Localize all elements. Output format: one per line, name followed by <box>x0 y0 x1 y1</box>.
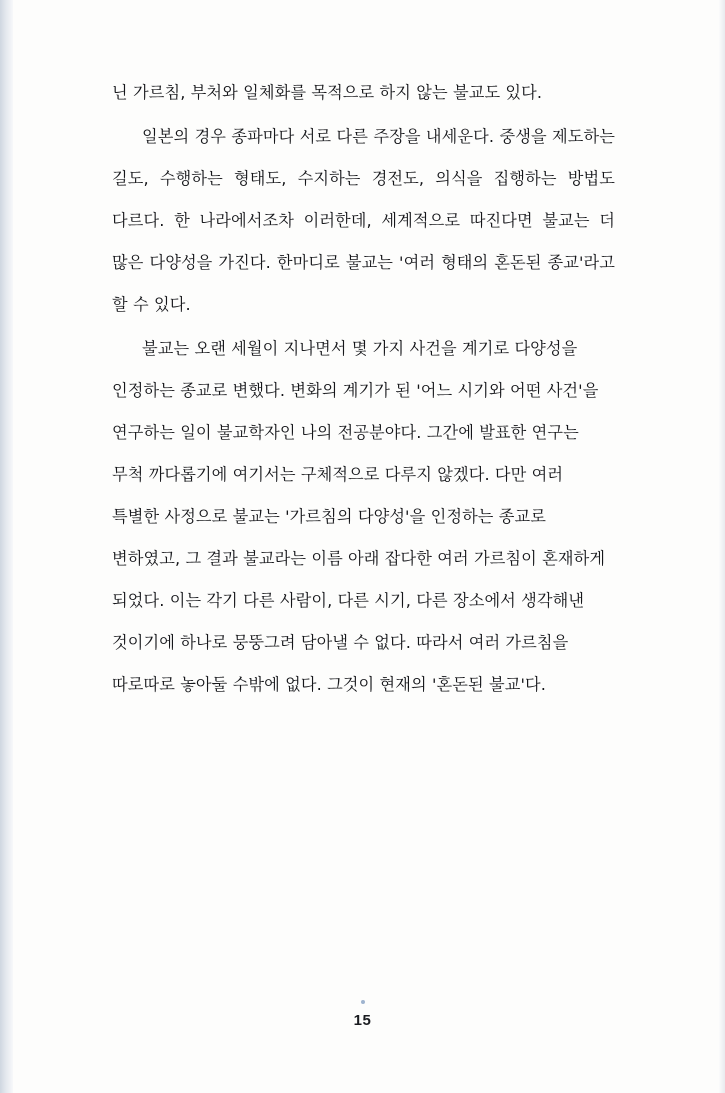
paragraph-3: 불교는 오랜 세월이 지나면서 몇 가지 사건을 계기로 다양성을 인정하는 종교로 변했다. 변화의 계기가 된 '어느 시기와 어떤 사건'을 연구하는 일이 불교학자인 나의 전공분야다. 그간에 발표한 연구는 무척 까다롭기에 여기서는 구체적으로 다루지 않겠다. 다만 여러 특별한 사정으로 불교는 '가르침의 다양성'을 인정하는 종교로 변하였고, 그 결과 불교라는 이름 아래 잡다한 여러 가르침이 혼재하게 되었다. 이는 각기 다른 사람이, 다른 시기, 다른 장소에서 생각해낸 것이기에 하나로 뭉뚱그려 담아낼 수 없다. 따라서 여러 가르침을 따로따로 놓아둘 수밖에 없다. 그것이 현재의 '혼돈된 불교'다. <box>112 339 606 694</box>
page-footer <box>0 1000 725 1029</box>
page-left-edge-shadow <box>0 0 13 1093</box>
page-number: 15 <box>353 1012 372 1029</box>
footer-dot-ornament <box>361 1000 365 1004</box>
paragraph-1: 닌 가르침, 부처와 일체화를 목적으로 하지 않는 불교도 있다. <box>112 83 543 102</box>
paragraph-2: 일본의 경우 종파마다 서로 다른 주장을 내세운다. 중생을 제도하는 길도, 수행하는 형태도, 수지하는 경전도, 의식을 집행하는 방법도 다르다. 한 나라에서조차 이러한데, 세계적으로 따진다면 불교는 더 많은 다양성을 가진다. 한마디로 불교는 '여러 형태의 혼돈된 종교'라고 할 수 있다. <box>112 127 615 314</box>
page-text-body <box>112 72 615 708</box>
page-right-edge-shadow <box>719 0 725 1093</box>
